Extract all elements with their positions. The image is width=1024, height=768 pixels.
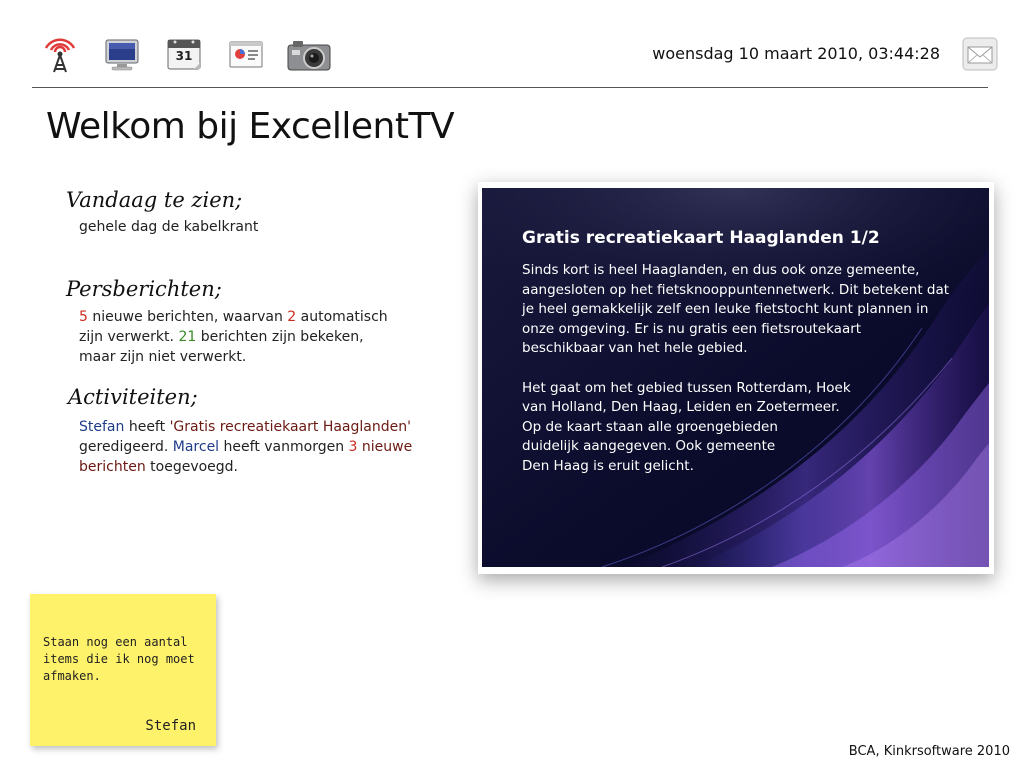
activity-item-link[interactable]: nieuwe berichten — [79, 439, 413, 475]
calendar-day: 31 — [175, 49, 193, 63]
activity-text-3: heeft vanmorgen — [223, 439, 345, 455]
viewed-count[interactable]: 21 — [178, 329, 197, 345]
presentation-icon[interactable] — [226, 34, 266, 74]
sticky-note-text: Staan nog een aantal items die ik nog moet afmaken. — [43, 635, 195, 683]
activities-heading: Activiteiten; — [68, 385, 198, 409]
header-divider — [32, 87, 988, 88]
calendar-icon[interactable] — [164, 34, 204, 74]
news-body: Sinds kort is heel Haaglanden, en dus ook onze gemeente, aangesloten op het fietsknooppuntennetwerk. Dit betekent dat je heel gemakkelijk zelf een leuke fietstocht kunt plannen in onze omgeving. Er is nu gratis een fietsroutekaart beschikbaar van het hele gebied. Het gaat om het gebied tussen Rotterdam, Hoek van Holland, Den Haag, Leiden en Zoetermeer. Op de kaart staan alle groengebieden duidelijk aangegeven. Ook gemeente Den Haag is eruit gelicht. — [522, 262, 950, 474]
monitor-icon[interactable] — [102, 34, 142, 74]
broadcast-tower-icon[interactable] — [40, 34, 80, 74]
activity-item-link[interactable]: 'Gratis recreatiekaart Haaglanden' — [169, 419, 411, 435]
toolbar — [40, 34, 1000, 74]
activity-count[interactable]: 3 — [348, 439, 358, 455]
news-panel[interactable] — [482, 188, 989, 567]
mail-icon[interactable] — [960, 34, 1000, 74]
activity-text-2: geredigeerd. — [79, 439, 169, 455]
activities-summary — [79, 417, 459, 477]
press-text-5: maar zijn niet verwerkt. — [79, 349, 247, 365]
new-count[interactable]: 5 — [79, 309, 88, 325]
activity-text-4: toegevoegd. — [150, 459, 239, 475]
press-heading: Persberichten; — [66, 277, 222, 301]
press-text-1: nieuwe berichten, waarvan — [92, 309, 283, 325]
sticky-note[interactable] — [30, 594, 216, 746]
datetime-display: woensdag 10 maart 2010, 03:44:28 — [652, 44, 940, 63]
press-text-2: automatisch — [300, 309, 388, 325]
sticky-note-signature: Stefan — [145, 718, 196, 734]
camera-icon[interactable] — [284, 34, 334, 74]
press-summary — [79, 307, 449, 367]
today-heading: Vandaag te zien; — [66, 188, 243, 212]
activity-user-link[interactable]: Stefan — [79, 419, 125, 435]
press-text-3: zijn verwerkt. — [79, 329, 174, 345]
today-text: gehele dag de kabelkrant — [79, 219, 259, 235]
activity-text-1: heeft — [128, 419, 166, 435]
footer-credit: BCA, Kinkrsoftware 2010 — [848, 744, 1010, 759]
activity-user-link[interactable]: Marcel — [172, 439, 220, 455]
press-text-4: berichten zijn bekeken, — [200, 329, 364, 345]
auto-count[interactable]: 2 — [287, 309, 297, 325]
news-title: Gratis recreatiekaart Haaglanden 1/2 — [522, 228, 880, 248]
page-title: Welkom bij ExcellentTV — [46, 106, 455, 147]
